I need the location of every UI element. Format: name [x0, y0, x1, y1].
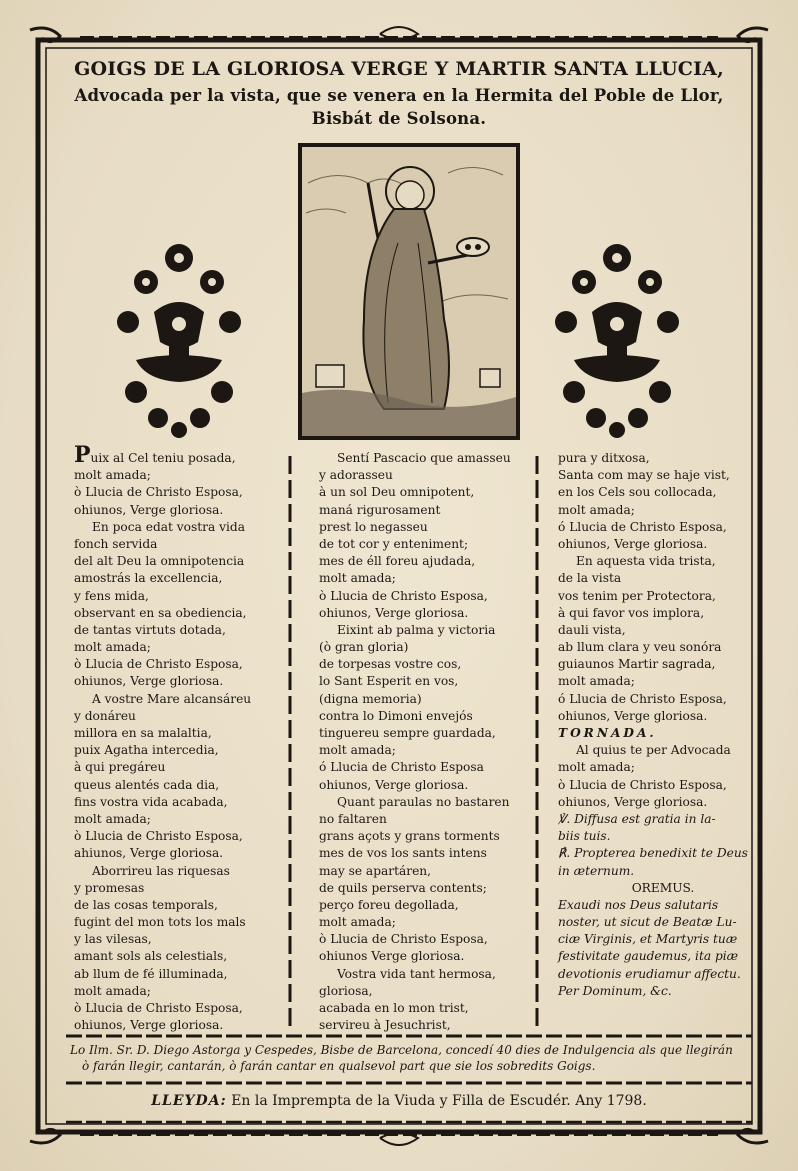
- verse-line: [558, 588, 768, 605]
- verse-line-text: lo Sant Esperit en vos,: [319, 674, 459, 689]
- verse-line-text: ohiunos, Verge gloriosa.: [319, 777, 469, 792]
- verse-line: [558, 622, 768, 639]
- verse-line-text: amostrás la excellencia,: [74, 571, 223, 586]
- verse-line: [74, 931, 289, 948]
- verse-line: [74, 777, 289, 794]
- verse-line-text: ohiunos, Verge gloriosa.: [74, 1018, 224, 1033]
- verse-line: [74, 828, 289, 845]
- verse-line-text: tinguereu sempre guardada,: [319, 726, 496, 740]
- verse-line: [74, 553, 289, 570]
- verse-line-text: vos tenim per Protectora,: [558, 588, 716, 603]
- verse-line: [558, 759, 768, 776]
- verse-line: [319, 536, 534, 553]
- verse-line: [319, 502, 534, 519]
- verse-line-text: molt amada;: [74, 468, 151, 483]
- verse-line-text: perço foreu degollada,: [319, 897, 459, 912]
- verse-line: [558, 914, 768, 931]
- verse-line: [558, 691, 768, 708]
- verse-line: [558, 828, 768, 845]
- verse-line: [558, 794, 768, 811]
- verse-line-text: no faltaren: [319, 811, 387, 826]
- verse-line-text: gloriosa,: [319, 983, 373, 998]
- verse-line: [558, 519, 768, 536]
- verse-line-text: ò Llucia de Christo Esposa,: [558, 777, 727, 792]
- verse-line: [319, 811, 534, 828]
- verse-line-text: ohiunos, Verge gloriosa.: [319, 605, 469, 620]
- verse-line-text: ó Llucia de Christo Esposa,: [558, 519, 727, 534]
- verse-line-text: fugint del mon tots los mals: [74, 915, 246, 930]
- verse-line-text: (digna memoria): [319, 691, 422, 706]
- verse-line-text: ciæ Virginis, et Martyris tuæ: [558, 932, 738, 947]
- verse-line-text: molt amada;: [558, 674, 635, 689]
- verse-line-text: molt amada;: [319, 571, 396, 586]
- verse-line: [319, 828, 534, 845]
- verse-line-text: ò Llucia de Christo Esposa,: [319, 932, 488, 947]
- verse-line: [558, 966, 768, 983]
- verse-line-text: observant en sa obediencia,: [74, 605, 247, 620]
- verse-line: [74, 622, 289, 639]
- verse-line-text: à qui favor vos implora,: [558, 605, 705, 620]
- verse-line-text: ab llum de fé illuminada,: [74, 966, 228, 981]
- verse-line-text: de quils perserva contents;: [319, 880, 487, 895]
- verse-line: [319, 588, 534, 605]
- verse-line-text: à qui pregáreu: [74, 760, 166, 775]
- verse-line: [319, 656, 534, 673]
- verse-line: [319, 742, 534, 759]
- verse-line-text: Sentí Pascacio que amasseu: [337, 451, 511, 465]
- verse-line-text: molt amada;: [74, 811, 151, 826]
- verse-line-text: y fens mida,: [74, 588, 149, 603]
- verse-line: [74, 467, 289, 484]
- verse-line: [74, 725, 289, 742]
- verse-line-text: fins vostra vida acabada,: [74, 794, 228, 809]
- verse-line-text: maná rigurosament: [319, 502, 441, 517]
- verse-line-text: y donáreu: [74, 708, 136, 723]
- verse-line-text: Exaudi nos Deus salutaris: [558, 897, 719, 912]
- verse-line: [558, 553, 768, 570]
- verse-line: [74, 588, 289, 605]
- verse-line: [558, 502, 768, 519]
- verse-line-text: biis tuis.: [558, 829, 611, 844]
- verse-line: [74, 570, 289, 587]
- verse-line-text: mes de vos los sants intens: [319, 846, 487, 861]
- verse-line: [74, 673, 289, 690]
- verse-line-text: fonch servida: [74, 536, 158, 551]
- verse-line: [319, 948, 534, 965]
- verse-line: [74, 880, 289, 897]
- verse-line-text: y promesas: [74, 880, 145, 895]
- verse-line-text: y las vilesas,: [74, 932, 152, 947]
- verse-line-text: (ò gran gloria): [319, 640, 409, 655]
- verse-line: [319, 759, 534, 776]
- verse-line: [74, 1017, 289, 1034]
- verse-line: [74, 948, 289, 965]
- verse-line-text: ℣. Diffusa est gratia in la-: [558, 811, 716, 826]
- verse-line-text: ò Llucia de Christo Esposa,: [74, 657, 243, 672]
- verse-line-text: Per Dominum, &c.: [558, 983, 672, 998]
- verse-line: [558, 742, 768, 759]
- verse-line: [558, 467, 768, 484]
- verse-line-text: Aborrireu las riquesas: [92, 863, 230, 878]
- verse-line-text: de tot cor y enteniment;: [319, 536, 469, 551]
- verse-line: [558, 863, 768, 880]
- verse-line-text: ó Llucia de Christo Esposa: [319, 760, 484, 775]
- verse-line-text: à un sol Deu omnipotent,: [319, 485, 475, 500]
- verse-line-text: contra lo Dimoni envejós: [319, 708, 473, 723]
- verse-line-text: Vostra vida tant hermosa,: [337, 966, 496, 981]
- indulgence-note-line-2: ò farán llegir, cantarán, ò farán cantar en qualsevol part que sie los sobredits Goigs.: [82, 1059, 596, 1073]
- verse-line: [74, 536, 289, 553]
- indulgence-note-line-1: Lo Ilm. Sr. D. Diego Astorga y Cespedes, Bisbe de Barcelona, concedí 40 dies de Indulgencia als que llegirán: [70, 1043, 733, 1057]
- verse-line: [558, 639, 768, 656]
- verse-line: [558, 880, 768, 897]
- verse-line-text: in æternum.: [558, 863, 635, 878]
- verse-line: [74, 897, 289, 914]
- verse-line: [319, 914, 534, 931]
- verse-line: [74, 605, 289, 622]
- verse-line: [74, 983, 289, 1000]
- verse-line-text: uix al Cel teniu posada,: [90, 451, 236, 465]
- verse-line: [74, 863, 289, 880]
- verse-line: [74, 519, 289, 536]
- verse-line-text: Eixint ab palma y victoria: [337, 622, 496, 637]
- verse-line-text: ò Llucia de Christo Esposa,: [74, 485, 243, 500]
- verse-line-text: de la vista: [558, 571, 622, 586]
- verse-line: [319, 931, 534, 948]
- verse-line-text: en los Cels sou collocada,: [558, 485, 717, 500]
- verse-line-text: noster, ut sicut de Beatæ Lu-: [558, 915, 737, 930]
- verse-line: [558, 811, 768, 828]
- title-line-1: GOIGS DE LA GLORIOSA VERGE Y MARTIR SANTA LLUCIA,: [74, 58, 724, 80]
- verse-line-text: Al quius te per Advocada: [576, 743, 731, 758]
- verse-line-text: En aquesta vida trista,: [576, 554, 716, 569]
- verse-line: [319, 983, 534, 1000]
- verse-line: [558, 777, 768, 794]
- verse-line: [558, 673, 768, 690]
- verse-line: [558, 536, 768, 553]
- verse-line: [74, 811, 289, 828]
- verse-line-text: TORNADA.: [558, 726, 657, 740]
- verse-line-text: OREMUS.: [631, 880, 695, 895]
- verse-column-middle: [319, 450, 534, 1034]
- verse-line: [319, 880, 534, 897]
- verse-line-text: dauli vista,: [558, 622, 626, 637]
- verse-line-text: puix Agatha intercedia,: [74, 743, 219, 758]
- verse-line-text: ohiunos, Verge gloriosa.: [558, 708, 708, 723]
- verse-line: [558, 450, 768, 467]
- verse-line: [319, 519, 534, 536]
- verse-line-text: de tantas virtuts dotada,: [74, 622, 226, 637]
- verse-line-text: molt amada;: [319, 743, 396, 758]
- saint-lucy-woodcut: [298, 143, 520, 440]
- verse-line: [319, 605, 534, 622]
- verse-line-text: servireu à Jesuchrist,: [319, 1018, 451, 1033]
- imprint-text: En la Imprempta de la Viuda y Filla de Escudér. Any 1798.: [231, 1093, 647, 1109]
- flower-vase-ornament-right: [544, 242, 690, 440]
- verse-line: [319, 897, 534, 914]
- verse-line: [319, 1017, 534, 1034]
- verse-line-text: prest lo negasseu: [319, 519, 428, 534]
- verse-line-text: ohiunos Verge gloriosa.: [319, 949, 465, 964]
- verse-line-text: ohiunos, Verge gloriosa.: [558, 794, 708, 809]
- verse-line: [74, 914, 289, 931]
- verse-line: [319, 450, 534, 467]
- verse-line-text: molt amada;: [558, 760, 635, 775]
- verse-line-text: de torpesas vostre cos,: [319, 657, 462, 672]
- verse-line: [319, 863, 534, 880]
- verse-line: [319, 966, 534, 983]
- verse-line: [319, 691, 534, 708]
- verse-line-text: molt amada;: [74, 640, 151, 655]
- verse-line: [558, 983, 768, 1000]
- verse-line: [74, 691, 289, 708]
- verse-line-text: ò Llucia de Christo Esposa,: [74, 1001, 243, 1015]
- verse-line: [74, 742, 289, 759]
- verse-line: [319, 553, 534, 570]
- verse-line-text: millora en sa malaltia,: [74, 726, 212, 740]
- title-line-3: Bisbát de Solsona.: [311, 109, 487, 128]
- verse-line: [558, 656, 768, 673]
- verse-line: [319, 777, 534, 794]
- verse-line: [74, 708, 289, 725]
- verse-line: [74, 484, 289, 501]
- verse-line-text: devotionis erudiamur affectu.: [558, 966, 741, 981]
- verse-line: [558, 931, 768, 948]
- verse-line-text: ohiunos, Verge gloriosa.: [74, 674, 224, 689]
- verse-line-text: may se apartáren,: [319, 863, 432, 878]
- verse-line-text: ohiunos, Verge gloriosa.: [74, 502, 224, 517]
- verse-line-text: ab llum clara y veu sonóra: [558, 640, 722, 655]
- verse-line-text: queus alentés cada dia,: [74, 777, 220, 792]
- verse-line: [319, 639, 534, 656]
- verse-line-text: festivitate gaudemus, ita piæ: [558, 949, 739, 964]
- verse-line: [74, 502, 289, 519]
- verse-line-text: del alt Deu la omnipotencia: [74, 554, 245, 569]
- verse-line-text: ò Llucia de Christo Esposa,: [74, 829, 243, 844]
- verse-line-text: Santa com may se haje vist,: [558, 468, 730, 483]
- verse-line-text: ℟. Propterea benedixit te Deus: [558, 846, 748, 861]
- verse-line: [558, 948, 768, 965]
- verse-line: [74, 639, 289, 656]
- verse-line: [319, 708, 534, 725]
- verse-line-text: y adorasseu: [319, 468, 393, 483]
- verse-line-text: molt amada;: [74, 983, 151, 998]
- verse-line: [558, 897, 768, 914]
- verse-line: [319, 794, 534, 811]
- verse-line: [74, 794, 289, 811]
- verse-line-text: A vostre Mare alcansáreu: [92, 691, 252, 706]
- verse-line: [319, 467, 534, 484]
- verse-line-text: molt amada;: [558, 502, 635, 517]
- flower-vase-ornament-left: [106, 242, 252, 440]
- imprint-city: LLEYDA:: [151, 1093, 227, 1109]
- verse-line: [74, 845, 289, 862]
- verse-line-text: amant sols als celestials,: [74, 949, 228, 964]
- verse-line-text: guiaunos Martir sagrada,: [558, 657, 716, 672]
- imprint: [40, 1093, 758, 1109]
- verse-line: [319, 673, 534, 690]
- verse-line-text: molt amada;: [319, 915, 396, 930]
- verse-line: [319, 622, 534, 639]
- verse-line: [558, 708, 768, 725]
- verse-line: [558, 845, 768, 862]
- verse-line-text: de las cosas temporals,: [74, 897, 218, 912]
- verse-line: [74, 759, 289, 776]
- verse-line: [319, 725, 534, 742]
- verse-line-text: mes de éll foreu ajudada,: [319, 554, 476, 569]
- verse-line-text: ó Llucia de Christo Esposa,: [558, 691, 727, 706]
- verse-column-left: [74, 442, 289, 1034]
- verse-line-text: Quant paraulas no bastaren: [337, 794, 510, 809]
- verse-line: [558, 570, 768, 587]
- verse-line-text: ahiunos, Verge gloriosa.: [74, 846, 224, 861]
- verse-line: [558, 484, 768, 501]
- verse-line-text: ohiunos, Verge gloriosa.: [558, 536, 708, 551]
- verse-column-right: [558, 450, 768, 1000]
- verse-line: [319, 484, 534, 501]
- verse-line: [319, 570, 534, 587]
- verse-line: [558, 605, 768, 622]
- verse-line: [74, 442, 289, 468]
- drop-cap: P: [74, 442, 91, 468]
- verse-line: [319, 1000, 534, 1017]
- verse-line: [558, 725, 768, 742]
- verse-line-text: En poca edat vostra vida: [92, 519, 245, 534]
- verse-line: [74, 966, 289, 983]
- verse-line-text: acabada en lo mon trist,: [319, 1001, 469, 1015]
- verse-line-text: ò Llucia de Christo Esposa,: [319, 588, 488, 603]
- verse-line: [74, 1000, 289, 1017]
- verse-line-text: pura y ditxosa,: [558, 451, 650, 465]
- verse-line: [74, 656, 289, 673]
- verse-line: [319, 845, 534, 862]
- verse-line-text: grans açots y grans torments: [319, 829, 500, 844]
- title-line-2: Advocada per la vista, que se venera en la Hermita del Poble de Llor,: [74, 86, 724, 105]
